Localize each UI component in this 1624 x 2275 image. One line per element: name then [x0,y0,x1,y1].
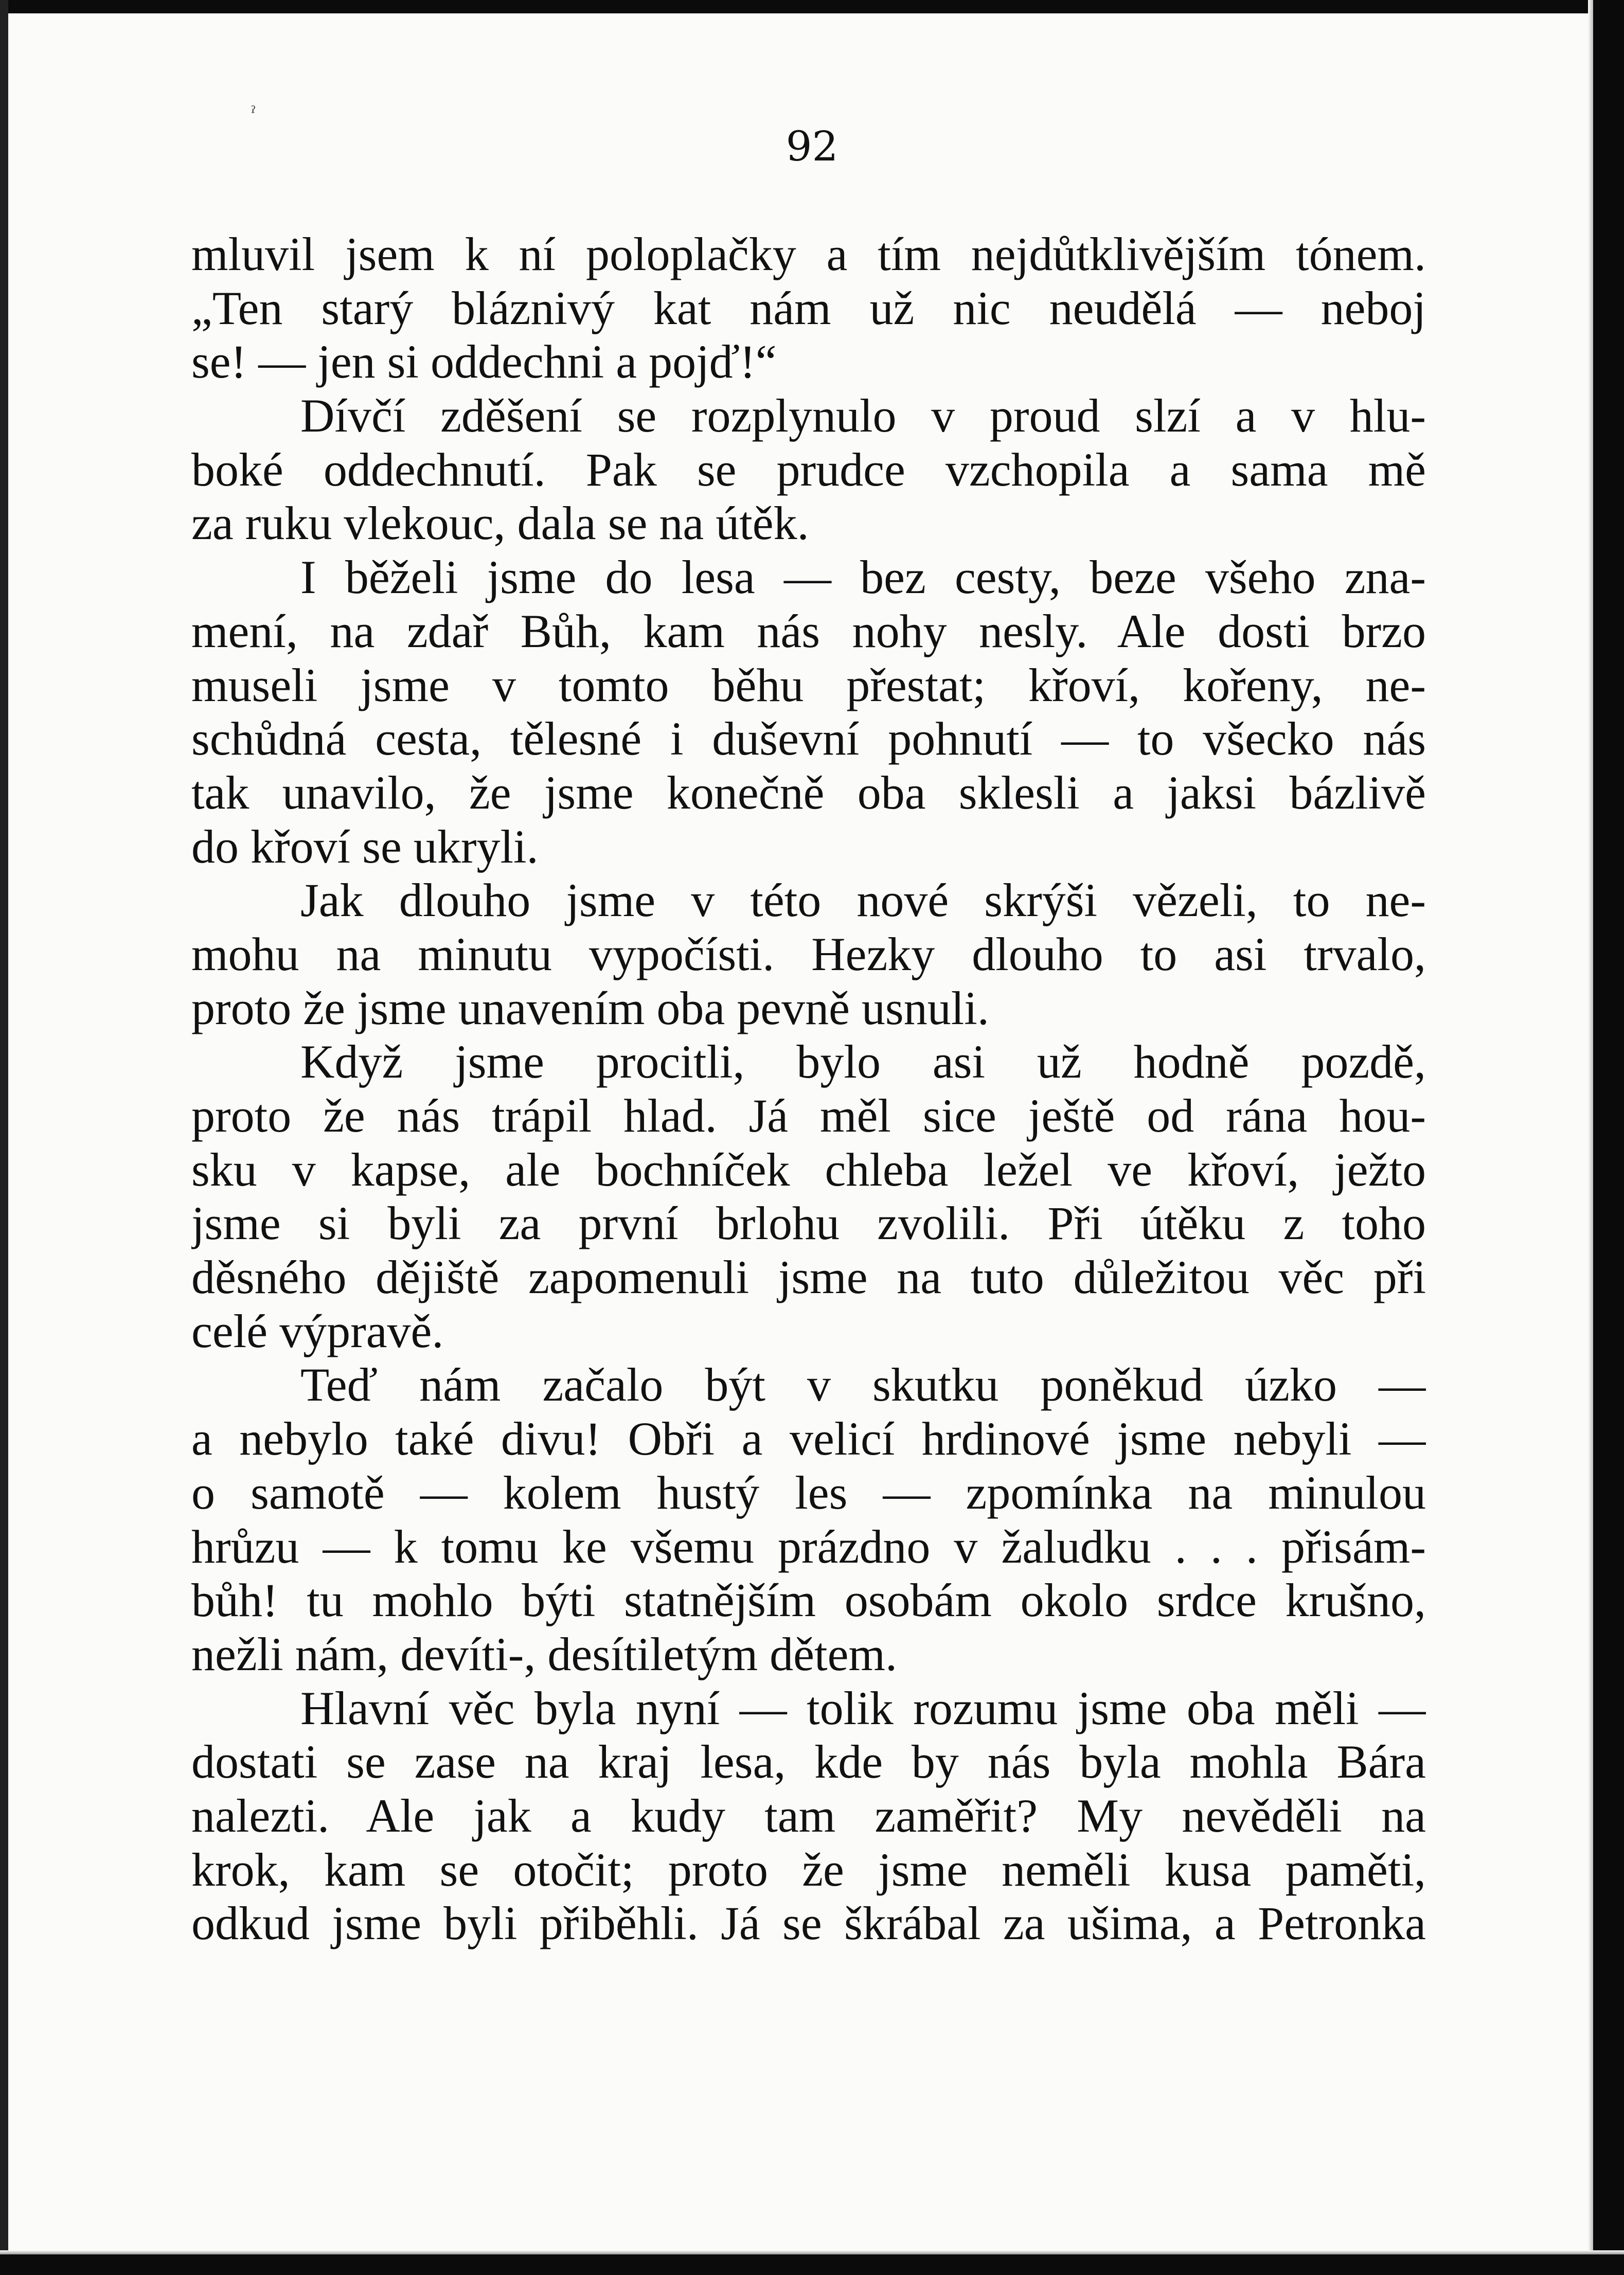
text-line: o samotě — kolem hustý les — zpomínka na minulou [191,1466,1426,1519]
text-line: nalezti. Ale jak a kudy tam zaměřit? My nevěděli na [191,1789,1426,1842]
text-line: celé výpravě. [191,1304,444,1357]
page-number: 92 [786,122,838,170]
text-line: boké oddechnutí. Pak se prudce vzchopila a sama mě [191,443,1426,496]
ink-speck: ˀ [251,103,256,123]
text-line: museli jsme v tomto běhu přestat; křoví, kořeny, ne- [191,658,1426,711]
text-line: schůdná cesta, tělesné i duševní pohnutí — to všecko nás [191,712,1426,765]
text-line: mohu na minutu vypočísti. Hezky dlouho to asi trvalo, [191,927,1426,980]
text-line: proto že jsme unavením oba pevně usnuli. [191,981,989,1034]
text-line: se! — jen si oddechni a pojď!“ [191,335,777,388]
text-line: Teď nám začalo být v skutku poněkud úzko — [300,1358,1426,1411]
text-line: proto že nás trápil hlad. Já měl sice ještě od rána hou- [191,1089,1426,1142]
text-line: nežli nám, devíti-, desítiletým dětem. [191,1627,897,1680]
scan-border-top [0,0,1624,13]
text-line: za ruku vlekouc, dala se na útěk. [191,497,809,550]
text-line: do křoví se ukryli. [191,820,539,873]
text-line: sku v kapse, ale bochníček chleba ležel ve křoví, ježto [191,1143,1426,1196]
text-line: Dívčí zděšení se rozplynulo v proud slzí a v hlu- [300,389,1426,442]
text-line: děsného dějiště zapomenuli jsme na tuto důležitou věc při [191,1251,1426,1304]
page-edge-shadow-right [1588,0,1593,2275]
text-line: bůh! tu mohlo býti statnějším osobám okolo srdce krušno, [191,1574,1426,1627]
scan-border-right [1593,0,1624,2275]
text-line: krok, kam se otočit; proto že jsme neměli kusa paměti, [191,1843,1426,1896]
text-line: I běželi jsme do lesa — bez cesty, beze všeho zna- [300,551,1426,604]
text-line: Když jsme procitli, bylo asi už hodně pozdě, [300,1035,1426,1088]
text-line: hrůzu — k tomu ke všemu prázdno v žaludku . . . přisám- [191,1520,1426,1573]
text-line: Hlavní věc byla nyní — tolik rozumu jsme oba měli — [300,1681,1426,1734]
page-edge-shadow-bottom [0,2250,1624,2254]
text-line: jsme si byli za první brlohu zvolili. Při útěku z toho [191,1197,1426,1250]
text-line: odkud jsme byli přiběhli. Já se škrábal za ušima, a Petronka [191,1897,1426,1950]
text-line: mluvil jsem k ní poloplačky a tím nejdůtklivějším tónem. [191,228,1426,280]
scan-border-bottom [0,2254,1624,2275]
scan-border-left [0,0,8,2275]
text-line: a nebylo také divu! Obři a velicí hrdinové jsme nebyli — [191,1412,1426,1465]
body-text [191,227,1426,1950]
text-line: mení, na zdař Bůh, kam nás nohy nesly. Ale dosti brzo [191,604,1426,657]
text-line: Jak dlouho jsme v této nové skrýši vězeli, to ne- [300,874,1426,927]
text-line: tak unavilo, že jsme konečně oba sklesli a jaksi bázlivě [191,766,1426,819]
text-line: „Ten starý bláznivý kat nám už nic neudělá — neboj [191,281,1426,334]
text-line: dostati se zase na kraj lesa, kde by nás byla mohla Bára [191,1735,1426,1788]
